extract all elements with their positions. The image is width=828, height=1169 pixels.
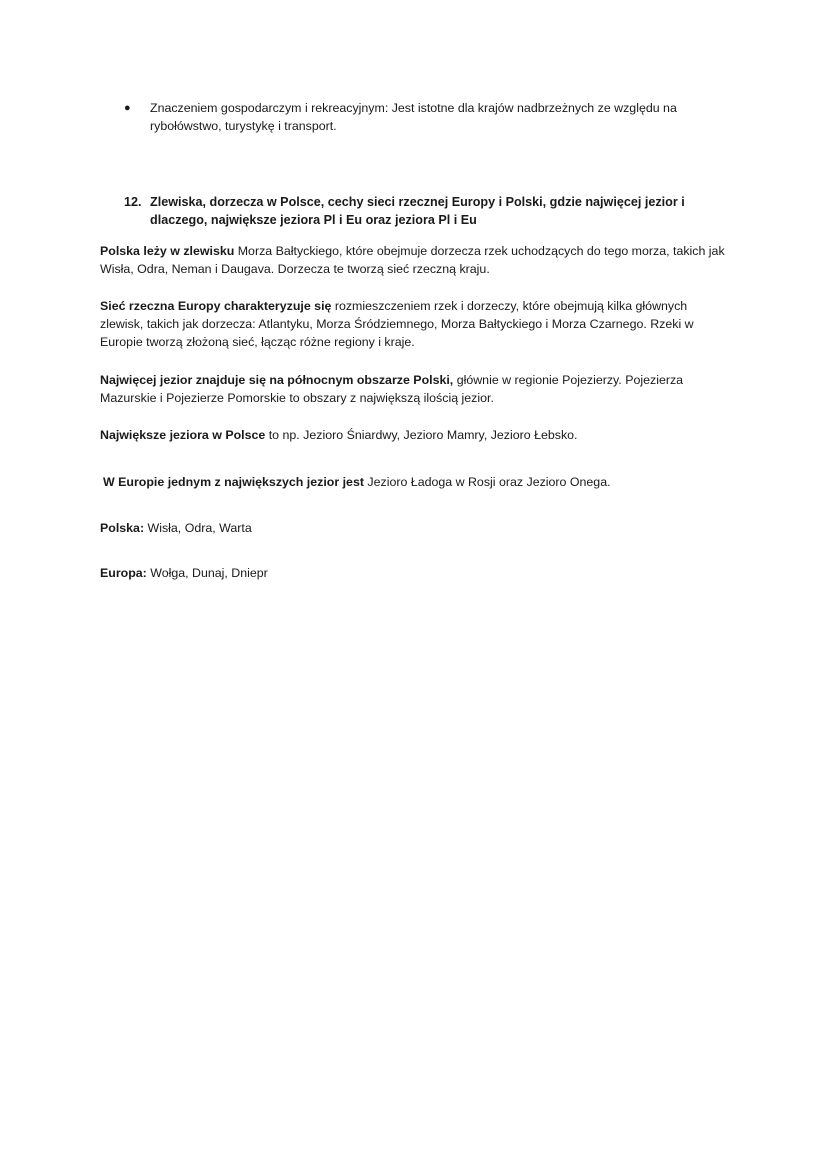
paragraph-bold-lead: Europa: <box>100 566 147 580</box>
paragraph-drainage-basin <box>100 242 730 278</box>
paragraph-bold-lead: Polska: <box>100 521 145 535</box>
paragraph-text: Morza Bałtyckiego, które obejmuje dorzecza rzek uchodzących do tego morza, takich jak Wisła, Odra, Neman i Daugava. Dorzecza te tworzą sieć rzeczną kraju. <box>100 244 725 276</box>
paragraph-bold-lead: W Europie jednym z największych jezior jest <box>103 475 364 489</box>
bullet-list-item <box>124 99 714 135</box>
paragraph-most-lakes <box>100 371 730 407</box>
section-heading <box>124 193 724 229</box>
paragraph-text: rozmieszczeniem rzek i dorzeczy, które obejmują kilka głównych zlewisk, takich jak dorzecza: Atlantyku, Morza Śródziemnego, Morza Bałtyckiego i Morza Czarnego. Rzeki w Europie tworzą złożoną sieć, łącząc różne regiony i kraje. <box>100 299 694 349</box>
paragraph-bold-lead: Polska leży w zlewisku <box>100 244 235 258</box>
section-number: 12. <box>124 195 142 209</box>
paragraph-text: Wołga, Dunaj, Dniepr <box>146 566 268 580</box>
paragraph-text: głównie w regionie Pojezierzy. Pojezierza Mazurskie i Pojezierze Pomorskie to obszary z największą ilością jezior. <box>100 373 684 405</box>
paragraph-text: to np. Jezioro Śniardwy, Jezioro Mamry, Jezioro Łebsko. <box>265 428 578 442</box>
paragraph-largest-lakes-europe <box>103 473 733 491</box>
paragraph-rivers-europe <box>100 564 730 582</box>
paragraph-largest-lakes-poland <box>100 426 730 444</box>
bullet-text: Znaczeniem gospodarczym i rekreacyjnym: Jest istotne dla krajów nadbrzeżnych ze względu na rybołówstwo, turystykę i transport. <box>150 101 677 133</box>
paragraph-rivers-poland <box>100 519 730 537</box>
paragraph-europe-river-network <box>100 297 730 351</box>
paragraph-text: Jezioro Ładoga w Rosji oraz Jezioro Onega. <box>363 475 611 489</box>
bullet-marker: ● <box>124 102 131 114</box>
paragraph-bold-lead: Największe jeziora w Polsce <box>100 428 266 442</box>
section-title: Zlewiska, dorzecza w Polsce, cechy sieci rzecznej Europy i Polski, gdzie najwięcej jezior i dlaczego, największe jeziora Pl i Eu oraz jeziora Pl i Eu <box>150 195 685 227</box>
paragraph-bold-lead: Najwięcej jezior znajduje się na północnym obszarze Polski, <box>100 373 454 387</box>
paragraph-bold-lead: Sieć rzeczna Europy charakteryzuje się <box>100 299 332 313</box>
paragraph-text: Wisła, Odra, Warta <box>144 521 252 535</box>
